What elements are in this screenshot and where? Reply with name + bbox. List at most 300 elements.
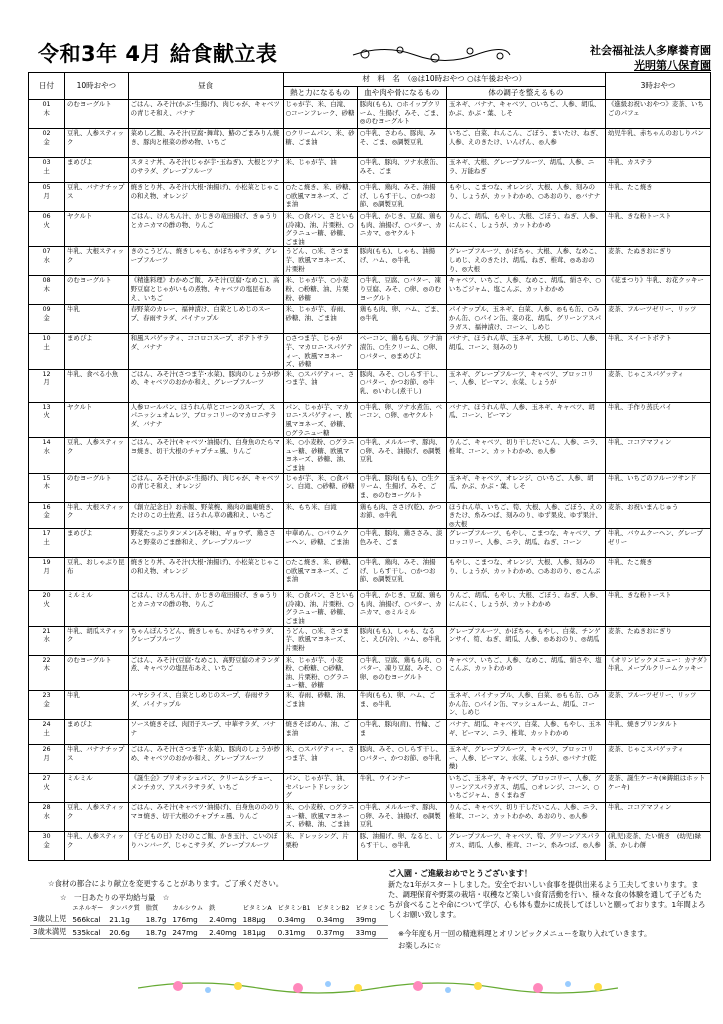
- condition-cell: バナナ、ほうれん草、玉ネギ、大根、しめじ、人参、胡瓜、コーン、刻みのり: [446, 334, 605, 369]
- snack3-cell: 牛乳、たこ焼き: [605, 558, 710, 591]
- floral-ribbon-decoration: [345, 42, 515, 68]
- day-number: 07: [42, 247, 51, 256]
- menu-row: [29, 832, 711, 861]
- weekday: 月: [43, 753, 50, 762]
- day-number: 14: [42, 438, 51, 447]
- date-cell: [29, 655, 65, 690]
- body-cell: ○牛乳、メルルーサ、豚肉、○卵、みそ、油揚げ、◎調製豆乳: [357, 438, 446, 473]
- energy-cell: うどん、○米、さつま芋、欧風マヨネーズ、片栗粉: [283, 247, 357, 276]
- menu-row: [29, 212, 711, 247]
- energy-cell: 米、もち米、白滝: [283, 502, 357, 529]
- condition-cell: グレープフルーツ、もやし、こまつな、キャベツ、ブロッコリー、人参、ニラ、胡瓜、ねぎ、コーン: [446, 529, 605, 558]
- lunch-cell: 菜めし乙飯、みそ汁(豆腐･舞茸)、鰆のごまみりん焼き、豚肉と根菜の炒め物、いちご: [128, 129, 283, 158]
- lunch-cell: スタミナ丼、みそ汁(じゃが芋･玉ねぎ)、大根とツナのサラダ、グレープフルーツ: [128, 158, 283, 183]
- condition-cell: もやし、こまつな、オレンジ、大根、人参、刻みのり、しょうが、カットわかめ、○あおのり、◎バナナ: [446, 183, 605, 212]
- menu-table: [28, 72, 711, 861]
- nutrition-table: [30, 902, 388, 939]
- menu-row: [29, 803, 711, 832]
- condition-cell: グレープフルーツ、かぼちゃ、大根、人参、なめこ、しめじ、えのきたけ、胡瓜、ねぎ、椎茸、◎あおのり、◎大根: [446, 247, 605, 276]
- snack10-cell: のむヨーグルト: [65, 276, 129, 305]
- body-cell: 鶏もも肉、卵、ハム、ごま、◎牛乳: [357, 305, 446, 334]
- weekday: 水: [43, 446, 50, 455]
- snack3-cell: 《オリンピックメニュー：カナダ》牛乳、メープルクリームクッキー: [605, 655, 710, 690]
- nutrition-value: 0.37mg: [314, 926, 353, 939]
- menu-row: [29, 305, 711, 334]
- snack3-cell: 《進級お祝いおやつ》麦茶、いちごのパフェ: [605, 100, 710, 129]
- date-cell: [29, 158, 65, 183]
- day-number: 27: [42, 774, 51, 783]
- nutrition-value: 176mg: [169, 913, 206, 926]
- menu-row: [29, 529, 711, 558]
- snack3-cell: 麦茶、じゃこスパゲッティ: [605, 745, 710, 774]
- lunch-cell: ごはん、みそ汁(さつま芋･水菜)、豚肉のしょうが炒め、キャベツのおかか和え、グレープフルーツ: [128, 369, 283, 402]
- energy-cell: 米、○食パン、さといも(冷凍)、油、片栗粉、○グラニュー糖、砂糖、ごま油: [283, 212, 357, 247]
- day-number: 09: [42, 305, 51, 314]
- energy-cell: ○たこ焼き、米、砂糖、○欧風マヨネーズ、ごま油: [283, 558, 357, 591]
- date-cell: [29, 402, 65, 437]
- menu-rows: [29, 100, 711, 861]
- date-cell: [29, 183, 65, 212]
- date-cell: [29, 305, 65, 334]
- nutrition-header: ビタミンB2: [316, 905, 350, 912]
- date-cell: [29, 334, 65, 369]
- lunch-cell: 《精進料理》わかめご飯、みそ汁(豆腐･なめこ)、高野豆腐とじゃがいもの煮物、キャベツの塩昆布あえ、いちご: [128, 276, 283, 305]
- day-number: 20: [42, 591, 51, 600]
- lunch-cell: ハヤシライス、白菜としめじのスープ、春雨サラダ、パイナップル: [128, 691, 283, 720]
- energy-cell: 米、○食パン、さといも(冷凍)、油、片栗粉、○グラニュー糖、砂糖、ごま油: [283, 591, 357, 626]
- nutrition-header: [30, 902, 69, 913]
- snack10-cell: ミルミル: [65, 774, 129, 803]
- organization-name: 社会福祉法人多摩養育園: [590, 44, 711, 57]
- snack10-cell: 豆乳、バナナチップス: [65, 183, 129, 212]
- snack3-cell: 牛乳、バウムクーヘン、グレープゼリー: [605, 529, 710, 558]
- weekday: 金: [43, 699, 50, 708]
- nutrition-row: [30, 926, 388, 939]
- body-cell: ○牛乳、豆腐、鶏もも肉、○バター、凍り豆腐、みそ、○卵、◎のむヨーグルト: [357, 655, 446, 690]
- snack10-cell: まめぴよ: [65, 720, 129, 745]
- condition-cell: もやし、こまつな、オレンジ、大根、人参、刻みのり、しょうが、カットわかめ、○あおのり、◎こんぶ: [446, 558, 605, 591]
- energy-cell: うどん、○米、さつま芋、欧風マヨネーズ、片栗粉: [283, 626, 357, 655]
- col-lunch: 昼食: [128, 73, 283, 100]
- nutrition-value: 0.34mg: [275, 913, 314, 926]
- nutrition-value: 2.40mg: [206, 913, 240, 926]
- snack3-cell: 麦茶、お祝いまんじゅう: [605, 502, 710, 529]
- snack3-cell: 牛乳、ココアマフィン: [605, 438, 710, 473]
- menu-row: [29, 558, 711, 591]
- body-cell: ベーコン、鶏もも肉、ツナ油漬缶、○生クリーム、○卵、○バター、◎まめぴよ: [357, 334, 446, 369]
- energy-cell: 米、じゃが芋、○小麦粉、○粉糖、油、片栗粉、砂糖: [283, 276, 357, 305]
- energy-cell: じゃが芋、米、○食パン、白滝、○砂糖、砂糖: [283, 473, 357, 502]
- weekday: 水: [43, 811, 50, 820]
- menu-row: [29, 369, 711, 402]
- energy-cell: 米、じゃが芋、小麦粉、○粉糖、○砂糖、油、片栗粉、○グラニュー糖、砂糖: [283, 655, 357, 690]
- snack10-cell: 豆乳、人参スティック: [65, 129, 129, 158]
- weekday: 火: [43, 782, 50, 791]
- weekday: 土: [43, 166, 50, 175]
- snack3-cell: 麦茶、フルーツゼリー、リッツ: [605, 691, 710, 720]
- date-cell: [29, 100, 65, 129]
- energy-cell: 米、○スパゲティー、さつま芋、油: [283, 745, 357, 774]
- lunch-cell: 《誕生会》ブリオッシュパン、クリームシチュー、メンチカツ、アスパラサラダ、いちご: [128, 774, 283, 803]
- snack3-cell: 幼児牛乳、赤ちゃんのおしりパン: [605, 129, 710, 158]
- nutrition-value: 0.34mg: [314, 913, 353, 926]
- closing-line: お楽しみに☆: [398, 941, 442, 950]
- nutrition-value: 18.7g: [143, 926, 170, 939]
- snack3-cell: 麦茶、じゃこスパゲッティ: [605, 369, 710, 402]
- condition-cell: りんご、キャベツ、切り干しだいこん、人参、ニラ、椎茸、コーン、カットわかめ、あおのり、◎人参: [446, 803, 605, 832]
- nutrition-header: 脂質: [145, 905, 159, 912]
- condition-cell: 玉ネギ、パイナップル、人参、白菜、◎もも缶、○みかん缶、○パイン缶、マッシュルーム、胡瓜、コーン、しめじ: [446, 691, 605, 720]
- snack10-cell: 豆乳、人参スティック: [65, 803, 129, 832]
- body-cell: 鶏もも肉、ささげ(乾)、かつお節、◎牛乳: [357, 502, 446, 529]
- menu-row: [29, 402, 711, 437]
- snack10-cell: 牛乳、バナナチップス: [65, 745, 129, 774]
- lunch-cell: ごはん、みそ汁(かぶ･生揚げ)、肉じゃが、キャベツの青じそ和え、バナナ: [128, 100, 283, 129]
- snack10-cell: ヤクルト: [65, 212, 129, 247]
- page-title: 令和3年 4月 給食献立表: [38, 42, 278, 66]
- nutrition-header: カルシウム: [172, 905, 204, 912]
- date-cell: [29, 803, 65, 832]
- day-number: 26: [42, 745, 51, 754]
- nutrition-value: 39mg: [353, 913, 388, 926]
- snack10-cell: 牛乳、食べる小魚: [65, 369, 129, 402]
- day-number: 16: [42, 502, 51, 511]
- nutrition-value: 188μg: [240, 913, 275, 926]
- menu-row: [29, 183, 711, 212]
- weekday: 火: [43, 411, 50, 420]
- body-cell: ○牛乳、豚肉(肩)、竹輪、ごま: [357, 720, 446, 745]
- snack10-cell: 牛乳、人参スティック: [65, 832, 129, 861]
- menu-row: [29, 247, 711, 276]
- date-cell: [29, 438, 65, 473]
- date-cell: [29, 129, 65, 158]
- snack3-cell: (乳児)麦茶、たい焼き (幼児)緑茶、かしわ餅: [605, 832, 710, 861]
- day-number: 21: [42, 626, 51, 635]
- snack10-cell: 牛乳、胡瓜スティック: [65, 626, 129, 655]
- condition-cell: 玉ネギ、大根、グレープフルーツ、胡瓜、人参、ニラ、万能ねぎ: [446, 158, 605, 183]
- nutrition-title: ☆ 一日あたりの平均給与量 ☆: [60, 893, 170, 902]
- menu-row: [29, 591, 711, 626]
- snack10-cell: ヤクルト: [65, 402, 129, 437]
- lunch-cell: 和風スパゲッティ、ココロコスープ、ポテトサラダ、バナナ: [128, 334, 283, 369]
- snack3-cell: 麦茶、フルーツゼリー、リッツ: [605, 305, 710, 334]
- weekday: 土: [43, 342, 50, 351]
- lunch-cell: ごはん、みそ汁(キャベツ･油揚げ)、白身魚のたらマヨ焼き、切干大根のチャプチェ風、りんご: [128, 438, 283, 473]
- menu-row: [29, 691, 711, 720]
- weekday: 金: [43, 840, 50, 849]
- day-number: 05: [42, 183, 51, 191]
- energy-cell: パン、じゃが芋、マカロニ･スパゲティー、欧風マヨネーズ、砂糖、○グラニュー糖: [283, 402, 357, 437]
- snack10-cell: 豆乳、おしゃぶり昆布: [65, 558, 129, 591]
- menu-row: [29, 438, 711, 473]
- snack3-cell: 牛乳、手作り蒸氏パイ: [605, 402, 710, 437]
- snack3-cell: 《花まつり》牛乳、お花クッキー: [605, 276, 710, 305]
- day-number: 19: [42, 558, 51, 567]
- snack3-cell: 牛乳、スイートポテト: [605, 334, 710, 369]
- col-condition: 体の調子を整えるもの: [446, 87, 605, 100]
- snack10-cell: 牛乳: [65, 691, 129, 720]
- snack3-cell: 牛乳、カステラ: [605, 158, 710, 183]
- flower-border-decoration: [138, 974, 618, 1000]
- date-cell: [29, 558, 65, 591]
- day-number: 22: [42, 655, 51, 664]
- energy-cell: 中華めん、○バウムクーヘン、砂糖、ごま油: [283, 529, 357, 558]
- date-cell: [29, 212, 65, 247]
- condition-cell: 玉ネギ、グレープフルーツ、キャベツ、ブロッコリー、人参、ピーマン、水菜、しょうが: [446, 369, 605, 402]
- date-cell: [29, 691, 65, 720]
- energy-cell: ○さつま芋、じゃが芋、マカロニ･スパゲティー、欧風マヨネーズ、砂糖: [283, 334, 357, 369]
- snack10-cell: のむヨーグルト: [65, 100, 129, 129]
- lunch-cell: ごはん、けんちん汁、かじきの竜田揚げ、きゅうりとカニカマの酢の物、りんご: [128, 591, 283, 626]
- snack3-cell: 麦茶、たぬきおにぎり: [605, 247, 710, 276]
- body-cell: ○牛乳、豚肉、ツナ水煮缶、みそ、ごま: [357, 158, 446, 183]
- condition-cell: りんご、キャベツ、切り干しだいこん、人参、ニラ、椎茸、コーン、カットわかめ、◎人参: [446, 438, 605, 473]
- menu-row: [29, 100, 711, 129]
- nutrition-value: 535kcal: [69, 926, 106, 939]
- lunch-cell: ごはん、みそ汁(さつま芋･水菜)、豚肉のしょうが炒め、キャベツのおかか和え、グレープフルーツ: [128, 745, 283, 774]
- snack3-cell: 麦茶、たぬきおにぎり: [605, 626, 710, 655]
- day-number: 10: [42, 334, 51, 343]
- energy-cell: 米、じゃが芋、春雨、砂糖、油、ごま油: [283, 305, 357, 334]
- weekday: 木: [43, 284, 50, 293]
- snack3-cell: 牛乳、きな粉トースト: [605, 591, 710, 626]
- day-number: 01: [42, 100, 51, 108]
- day-number: 02: [42, 129, 51, 137]
- energy-cell: 米、じゃが芋、油: [283, 158, 357, 183]
- condition-cell: キャベツ、いちご、人参、なめこ、胡瓜、絹さや、○いちごジャム、塩こんぶ、カットわかめ: [446, 276, 605, 305]
- condition-cell: いちご、白菜、れんこん、ごぼう、まいたけ、ねぎ、人参、えのきたけ、いんげん、◎人参: [446, 129, 605, 158]
- menu-row: [29, 655, 711, 690]
- energy-cell: パン、じゃが芋、油、セパレートドレッシング: [283, 774, 357, 803]
- condition-cell: 玉ネギ、グレープフルーツ、キャベツ、ブロッコリー、人参、ピーマン、水菜、しょうが、◎バナナ(乾燥): [446, 745, 605, 774]
- nutrition-header: ビタミンB1: [277, 905, 311, 912]
- condition-cell: いちご、玉ネギ、キャベツ、ブロッコリー、人参、グリーンアスパラガス、胡瓜、○オレンジ、コーン、○いちごジャム、きくまねぎ: [446, 774, 605, 803]
- date-cell: [29, 591, 65, 626]
- nutrition-header: タンパク質: [109, 905, 140, 912]
- body-cell: ○牛乳、かじき、豆腐、鶏もも肉、油揚げ、○バター、カニカマ、◎ミルミル: [357, 591, 446, 626]
- day-number: 23: [42, 691, 51, 700]
- snack10-cell: 牛乳、大根スティック: [65, 247, 129, 276]
- menu-row: [29, 473, 711, 502]
- nutrition-value: 3歳以上児: [30, 913, 69, 926]
- welcome-title: ご入園・ご進級おめでとうございます！: [388, 869, 532, 878]
- energy-cell: 米、○小麦粉、○グラニュー糖、砂糖、欧風マヨネーズ、砂糖、油、ごま油: [283, 438, 357, 473]
- date-cell: [29, 774, 65, 803]
- body-cell: ○牛乳、メルルーサ、豚肉、○卵、みそ、油揚げ、◎調製豆乳: [357, 803, 446, 832]
- snack3-cell: 牛乳、ココアマフィン: [605, 803, 710, 832]
- snack10-cell: 牛乳: [65, 305, 129, 334]
- nutrition-header: 鉄: [209, 905, 216, 912]
- body-cell: ○牛乳、鶏肉、みそ、油揚げ、しらす干し、○かつお節、◎調製豆乳: [357, 183, 446, 212]
- energy-cell: ○クリームパン、米、砂糖、ごま油: [283, 129, 357, 158]
- col-snack3: 3時おやつ: [605, 73, 710, 100]
- condition-cell: ほうれん草、いちご、筍、大根、人参、ごぼう、えのきたけ、糸みつば、刻みのり、ゆず果皮、ゆず果汁、◎大根: [446, 502, 605, 529]
- nutrition-header: ビタミンC: [355, 905, 385, 912]
- body-cell: ○牛乳、豆腐、○バター、凍り豆腐、みそ、○卵、◎のむヨーグルト: [357, 276, 446, 305]
- lunch-cell: ごはん、みそ汁(かぶ･生揚げ)、肉じゃが、キャベツの青じそ和え、オレンジ: [128, 473, 283, 502]
- nutrition-header-row: [30, 902, 388, 913]
- date-cell: [29, 626, 65, 655]
- body-cell: 豚肉(もも)、○ホイップクリーム、生揚げ、みそ、ごま、◎のむヨーグルト: [357, 100, 446, 129]
- welcome-message: 新たな1年がスタートしました。安全でおいしい食事を提供出来るよう工夫してまいります。また、調理保育や野菜の栽培・収穫など楽しい食育活動を行い、様々な食の体験を通して子どもたちが食べることや命について学び、心も体も豊かに成長してほしいと願っております。1年間よろしくお願い致します。: [388, 880, 706, 919]
- energy-cell: 米、○小麦粉、○グラニュー糖、欧風マヨネーズ、砂糖、油、ごま油: [283, 803, 357, 832]
- col-energy: 熱と力になるもの: [283, 87, 357, 100]
- weekday: 木: [43, 664, 50, 673]
- lunch-cell: きのこうどん、焼きしゃも、かぼちゃサラダ、グレープフルーツ: [128, 247, 283, 276]
- lunch-cell: 春野菜のカレー、福神漬け、白菜としめじのスープ、春雨サラダ、パイナップル: [128, 305, 283, 334]
- menu-row: [29, 745, 711, 774]
- snack3-cell: 牛乳、焼きプリンタルト: [605, 720, 710, 745]
- date-cell: [29, 276, 65, 305]
- menu-row: [29, 720, 711, 745]
- condition-cell: りんご、胡瓜、もやし、大根、ごぼう、ねぎ、人参、にんにく、しょうが、カットわかめ: [446, 591, 605, 626]
- weekday: 土: [43, 537, 50, 546]
- nutrition-value: 2.40mg: [206, 926, 240, 939]
- menu-row: [29, 502, 711, 529]
- day-number: 24: [42, 720, 51, 729]
- snack10-cell: のむヨーグルト: [65, 473, 129, 502]
- condition-cell: キャベツ、いちご、人参、なめこ、胡瓜、絹さや、塩こんぶ、カットわかめ: [446, 655, 605, 690]
- lunch-cell: 《子どもの日》たけのこご飯、かき玉汁、こいのぼりハンバーグ、じゃこサラダ、グレープフルーツ: [128, 832, 283, 861]
- day-number: 12: [42, 369, 51, 378]
- snack10-cell: まめぴよ: [65, 334, 129, 369]
- body-cell: 豚肉(もも)、しゃも、油揚げ、ハム、◎牛乳: [357, 247, 446, 276]
- nutrition-value: 18.7g: [143, 913, 170, 926]
- day-number: 13: [42, 402, 51, 411]
- condition-cell: パイナップル、玉ネギ、白菜、人参、◎もも缶、○みかん缶、○パイン缶、菜の花、胡瓜、グリーンアスパラガス、福神漬け、コーン、しめじ: [446, 305, 605, 334]
- snack3-cell: 牛乳、たこ焼き: [605, 183, 710, 212]
- date-cell: [29, 502, 65, 529]
- energy-cell: じゃが芋、米、白滝、○コーンフレーク、砂糖: [283, 100, 357, 129]
- nutrition-value: 3歳未満児: [30, 926, 69, 939]
- weekday: 水: [43, 255, 50, 264]
- condition-cell: 玉ネギ、バナナ、キャベツ、○いちご、人参、胡瓜、かぶ、かぶ・葉、しそ: [446, 100, 605, 129]
- nutrition-header: エネルギー: [72, 905, 104, 912]
- weekday: 火: [43, 599, 50, 608]
- snack3-cell: 牛乳、きな粉トースト: [605, 212, 710, 247]
- nutrition-value: 20.6g: [106, 926, 143, 939]
- menu-row: [29, 276, 711, 305]
- col-body: 血や肉や骨になるもの: [357, 87, 446, 100]
- snack3-cell: 牛乳、いちごのフルーツサンド: [605, 473, 710, 502]
- page-header: [0, 0, 723, 70]
- menu-row: [29, 626, 711, 655]
- nutrition-value: 33mg: [353, 926, 388, 939]
- body-cell: 豚肉、みそ、○しらす干し、○バター、かつお節、◎牛乳、◎いわし(煮干し): [357, 369, 446, 402]
- body-cell: 豚肉(もも)、しゃも、なると、えび(冷)、ハム、◎牛乳: [357, 626, 446, 655]
- nursery-name: 光明第八保育園: [634, 59, 711, 72]
- energy-cell: 米、春雨、砂糖、油、ごま油: [283, 691, 357, 720]
- day-number: 06: [42, 212, 51, 220]
- date-cell: [29, 247, 65, 276]
- lunch-cell: ごはん、みそ汁(キャベツ･油揚げ)、白身魚のののりマヨ焼き、切干大根のチャプチェ風、りんご: [128, 803, 283, 832]
- body-cell: ○牛乳、鶏肉、みそ、油揚げ、しらす干し、○かつお節、◎調製豆乳: [357, 558, 446, 591]
- snack10-cell: まめぴよ: [65, 158, 129, 183]
- condition-cell: グレープフルーツ、キャベツ、筍、グリーンアスパラガス、胡瓜、人参、椎茸、コーン、糸みつば、◎人参: [446, 832, 605, 861]
- condition-cell: グレープフルーツ、かぼちゃ、もやし、白菜、チンゲンサイ、筍、ねぎ、胡瓜、人参、◎あおのり、◎胡瓜: [446, 626, 605, 655]
- energy-cell: 米、○スパゲティー、さつま芋、油: [283, 369, 357, 402]
- weekday: 金: [43, 511, 50, 520]
- lunch-cell: 人参ロールパン、ほうれん草とコーンのスープ、スパニッシュオムレツ、ブロッコリーのマカロニサラダ、バナナ: [128, 402, 283, 437]
- lunch-cell: 焼きとり丼、みそ汁(大根･油揚げ)、小松菜とじゃこの和え物、オレンジ: [128, 183, 283, 212]
- weekday: 木: [43, 482, 50, 491]
- date-cell: [29, 720, 65, 745]
- day-number: 03: [42, 158, 51, 166]
- nutrition-value: 181μg: [240, 926, 275, 939]
- day-number: 28: [42, 803, 51, 812]
- body-cell: 豚肉、みそ、○しらす干し、○バター、かつお節、◎牛乳: [357, 745, 446, 774]
- body-cell: ○牛乳、豚肉(もも)、○生クリーム、生揚げ、みそ、ごま、◎のむヨーグルト: [357, 473, 446, 502]
- snack3-cell: 麦茶、誕生ケーキ(※鋳組はホットケーキ): [605, 774, 710, 803]
- body-cell: ○牛乳、豚肉、鶏ささみ、淡色みそ、ごま: [357, 529, 446, 558]
- snack10-cell: 牛乳、大根スティック: [65, 502, 129, 529]
- nutrition-value: 566kcal: [69, 913, 106, 926]
- lunch-cell: ちゃんぽんうどん、焼きしゃも、かぼちゃサラダ、グレープフルーツ: [128, 626, 283, 655]
- day-number: 15: [42, 473, 51, 482]
- energy-cell: 焼きそばめん、油、ごま油: [283, 720, 357, 745]
- special-menu-note: ※今年度も月一回の精進料理とオリンピックメニューを取り入れていきます。: [398, 929, 652, 938]
- page-footer: [0, 868, 723, 1024]
- weekday: 月: [43, 378, 50, 387]
- menu-row: [29, 158, 711, 183]
- body-cell: 牛肉(もも)、卵、ハム、ごま、◎牛乳: [357, 691, 446, 720]
- date-cell: [29, 745, 65, 774]
- weekday: 土: [43, 728, 50, 737]
- col-ingredients: 材 料 名 （◎は10時おやつ ○は午後おやつ）: [283, 73, 605, 87]
- body-cell: ○牛乳、卵、ツナ水煮缶、ベーコン、○卵、◎ヤクルト: [357, 402, 446, 437]
- weekday: 金: [43, 313, 50, 322]
- weekday: 月: [43, 566, 50, 575]
- lunch-cell: 焼きとり丼、みそ汁(大根･油揚げ)、小松菜とじゃこの和え物、オレンジ: [128, 558, 283, 591]
- weekday: 水: [43, 635, 50, 644]
- snack10-cell: ミルミル: [65, 591, 129, 626]
- date-cell: [29, 832, 65, 861]
- nutrition-header: ビタミンA: [242, 905, 272, 912]
- change-notice: ☆食材の都合により献立を変更することがあります。ご了承ください。: [48, 879, 284, 888]
- lunch-cell: 野菜たっぷりタンメン(みそ味)、ギョウザ、鶏ささみと野菜のごま酢和え、グレープフルーツ: [128, 529, 283, 558]
- condition-cell: 玉ネギ、キャベツ、オレンジ、○いちご、人参、胡瓜、かぶ、かぶ・葉、しそ: [446, 473, 605, 502]
- condition-cell: バナナ、ほうれん草、人参、玉ネギ、キャベツ、胡瓜、コーン、ピーマン: [446, 402, 605, 437]
- energy-cell: 米、ドレッシング、片栗粉: [283, 832, 357, 861]
- nutrition-value: 21.1g: [106, 913, 143, 926]
- menu-row: [29, 129, 711, 158]
- col-snack10: 10時おやつ: [65, 73, 129, 100]
- date-cell: [29, 369, 65, 402]
- weekday: 月: [43, 191, 50, 200]
- weekday: 火: [43, 220, 50, 229]
- weekday: 金: [43, 137, 50, 146]
- nutrition-value: 0.31mg: [275, 926, 314, 939]
- lunch-cell: 《創立記念日》お赤飯、野菜椀、鶏肉の幽庵焼き、たけのこの土佐煮、ほうれん草の磯和え、いちご: [128, 502, 283, 529]
- body-cell: ○牛乳、さわら、豚肉、みそ、ごま、◎調製豆乳: [357, 129, 446, 158]
- nutrition-value: 247mg: [169, 926, 206, 939]
- weekday: 木: [43, 108, 50, 117]
- snack10-cell: のむヨーグルト: [65, 655, 129, 690]
- lunch-cell: ソース焼きそば、肉団子スープ、中華サラダ、バナナ: [128, 720, 283, 745]
- menu-row: [29, 334, 711, 369]
- energy-cell: ○たこ焼き、米、砂糖、○欧風マヨネーズ、ごま油: [283, 183, 357, 212]
- body-cell: ○牛乳、かじき、豆腐、鶏もも肉、油揚げ、○バター、カニカマ、◎ヤクルト: [357, 212, 446, 247]
- day-number: 17: [42, 529, 51, 538]
- menu-row: [29, 774, 711, 803]
- body-cell: 牛乳、ウインナー: [357, 774, 446, 803]
- nutrition-row: [30, 913, 388, 926]
- lunch-cell: ごはん、みそ汁(豆腐･なめこ)、高野豆腐のオランダ煮、キャベツの塩昆布あえ、いちご: [128, 655, 283, 690]
- date-cell: [29, 529, 65, 558]
- condition-cell: バナナ、胡瓜、キャベツ、白菜、人参、もやし、玉ネギ、ピーマン、ニラ、椎茸、カットわかめ: [446, 720, 605, 745]
- condition-cell: りんご、胡瓜、もやし、大根、ごぼう、ねぎ、人参、にんにく、しょうが、カットわかめ: [446, 212, 605, 247]
- body-cell: 豚、油揚げ、卵、なると、しらす干し、◎牛乳: [357, 832, 446, 861]
